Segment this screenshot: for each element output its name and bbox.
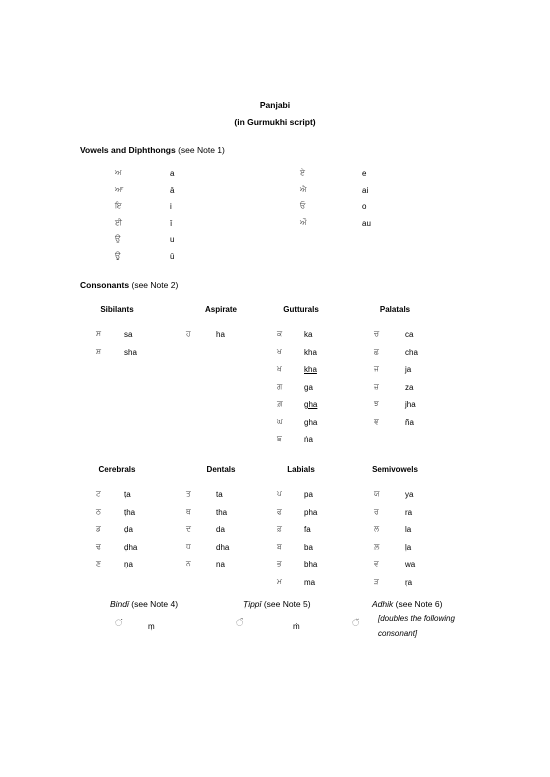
- consonant-translit: bha: [304, 560, 318, 569]
- consonant-translit: ha: [216, 330, 225, 339]
- consonant-glyph: ਰ: [374, 506, 379, 516]
- page-subtitle: (in Gurmukhi script): [234, 117, 316, 127]
- consonant-glyph: ਡ: [96, 524, 101, 533]
- vowels-heading-text: Vowels and Diphthongs: [80, 145, 176, 155]
- vowel-translit: ī: [170, 218, 173, 228]
- consonant-glyph: ਯ: [374, 489, 380, 498]
- tippi-label: [243, 599, 311, 609]
- consonant-translit: na: [216, 560, 225, 569]
- consonant-glyph: ਹ: [186, 329, 191, 338]
- column-header: Gutturals: [283, 305, 319, 314]
- bindi-label: [110, 599, 178, 609]
- consonant-glyph: ਘ: [277, 416, 283, 426]
- vowel-translit: o: [362, 202, 367, 211]
- column-header: Cerebrals: [98, 465, 136, 474]
- consonant-translit: ba: [304, 542, 313, 552]
- vowel-translit: ai: [362, 185, 369, 195]
- consonant-translit: ṇa: [124, 560, 133, 569]
- consonant-translit: ya: [405, 490, 414, 499]
- consonant-glyph: ਥ: [186, 506, 191, 516]
- consonant-glyph: ਠ: [96, 506, 101, 516]
- adhik-name: Adhik: [372, 599, 394, 609]
- consonant-glyph: ਕ: [277, 329, 283, 338]
- consonant-glyph: ਲ: [374, 524, 380, 533]
- consonant-translit: gha: [304, 417, 318, 427]
- consonant-translit: ña: [405, 417, 414, 427]
- consonant-translit: ta: [216, 490, 223, 499]
- consonant-glyph: ਗ਼: [277, 399, 283, 408]
- consonant-translit: ḍa: [124, 525, 133, 534]
- consonant-translit: ḷa: [405, 542, 412, 552]
- consonant-translit: cha: [405, 347, 418, 357]
- consonant-translit: la: [405, 525, 412, 534]
- vowel-glyph: ਊ: [115, 250, 121, 260]
- consonant-glyph: ਛ: [374, 346, 379, 356]
- consonant-translit: ma: [304, 577, 316, 587]
- consonant-glyph: ਜ: [374, 364, 379, 373]
- consonant-translit: tha: [216, 507, 228, 517]
- tippi-note: (see Note 5): [263, 599, 311, 609]
- consonant-translit: ca: [405, 330, 414, 339]
- vowel-glyph: ਇ: [115, 201, 122, 210]
- consonant-glyph: ਖ਼: [277, 364, 282, 373]
- consonant-glyph: ਫ: [277, 506, 282, 516]
- vowel-translit: ū: [170, 251, 175, 261]
- consonant-translit: ra: [405, 507, 413, 517]
- bindi-value: ṃ: [148, 622, 155, 631]
- consonant-glyph: ਤ: [186, 489, 191, 498]
- vowel-translit: e: [362, 169, 367, 178]
- adhik-value-line1: [doubles the following: [378, 614, 455, 623]
- consonant-glyph: ਧ: [186, 541, 191, 551]
- consonant-translit: za: [405, 382, 414, 392]
- consonant-glyph: ਲ਼: [374, 541, 380, 551]
- consonant-glyph: ਟ: [96, 489, 101, 498]
- vowel-glyph: ਆ: [115, 184, 124, 194]
- consonant-glyph: ਚ: [374, 329, 380, 338]
- adhik-value-line2: consonant]: [378, 629, 418, 638]
- adhik-label: [372, 599, 442, 609]
- consonants-note: (see Note 2): [131, 280, 179, 290]
- consonant-translit: jha: [405, 400, 416, 409]
- consonant-translit: sha: [124, 347, 137, 357]
- consonant-glyph: ਫ਼: [277, 524, 282, 533]
- vowel-translit: a: [170, 169, 175, 178]
- consonant-translit: fa: [304, 525, 311, 534]
- consonant-glyph: ਪ: [277, 489, 282, 498]
- consonant-glyph: ਵ: [374, 559, 379, 568]
- consonants-heading-text: Consonants: [80, 280, 130, 290]
- vowel-glyph: ਉ: [115, 234, 121, 243]
- page-title: Panjabi: [259, 100, 291, 110]
- consonant-translit: gha: [304, 400, 318, 409]
- consonant-translit: ṭha: [124, 507, 136, 517]
- tippi-symbol: ◌ੰ: [236, 619, 244, 629]
- consonant-glyph: ਞ: [374, 416, 379, 426]
- column-header: Dentals: [206, 465, 236, 474]
- column-header: Sibilants: [100, 305, 134, 314]
- consonant-glyph: ਦ: [186, 524, 191, 533]
- consonant-translit: ṛa: [405, 577, 413, 587]
- consonant-translit: pa: [304, 490, 313, 499]
- consonant-glyph: ਬ: [277, 541, 282, 551]
- consonant-glyph: ਸ਼: [96, 346, 101, 356]
- vowel-translit: u: [170, 235, 175, 244]
- consonant-translit: ḍha: [124, 542, 138, 552]
- vowel-glyph: ਈ: [115, 217, 122, 227]
- vowel-glyph: ਅ: [115, 168, 122, 177]
- consonant-translit: da: [216, 525, 225, 534]
- vowel-glyph: ਔ: [300, 217, 307, 227]
- column-header: Semivowels: [372, 465, 418, 474]
- consonant-translit: wa: [405, 560, 416, 569]
- consonant-glyph: ਸ: [96, 329, 101, 338]
- consonant-glyph: ੜ: [374, 576, 379, 586]
- consonant-glyph: ਢ: [96, 541, 101, 551]
- vowel-glyph: ਓ: [300, 201, 306, 210]
- vowel-glyph: ਏ: [300, 168, 305, 177]
- consonant-glyph: ਗ: [277, 381, 283, 391]
- consonant-translit: ja: [405, 365, 412, 374]
- column-header: Labials: [287, 465, 315, 474]
- consonant-glyph: ਭ: [277, 559, 282, 568]
- consonant-glyph: ਨ: [186, 559, 191, 568]
- vowel-glyph: ਐ: [300, 184, 307, 194]
- adhik-note: (see Note 6): [395, 599, 443, 609]
- vowel-translit: ā: [170, 185, 175, 195]
- tippi-name: Ṭippī: [243, 599, 262, 609]
- vowel-translit: au: [362, 218, 371, 228]
- bindi-name: Bindī: [110, 599, 129, 609]
- adhik-symbol: ◌ੱ: [352, 619, 360, 629]
- tippi-value: ṁ: [293, 622, 300, 631]
- consonant-glyph: ਮ: [277, 576, 282, 586]
- consonant-glyph: ਜ਼: [374, 381, 379, 391]
- consonant-glyph: ਣ: [96, 559, 101, 568]
- bindi-note: (see Note 4): [131, 599, 179, 609]
- column-header: Aspirate: [204, 305, 237, 314]
- consonant-translit: dha: [216, 542, 230, 552]
- consonant-glyph: ਙ: [277, 434, 282, 443]
- consonant-glyph: ਖ: [277, 346, 282, 356]
- bindi-symbol: ◌ਂ: [115, 619, 123, 629]
- consonant-translit: ṭa: [124, 490, 131, 499]
- consonant-translit: ṅa: [304, 435, 313, 444]
- consonant-translit: ka: [304, 330, 313, 339]
- consonant-translit: kha: [304, 347, 317, 357]
- consonant-glyph: ਝ: [374, 399, 379, 408]
- vowel-translit: i: [170, 202, 172, 211]
- consonant-translit: ga: [304, 382, 313, 392]
- consonant-translit: sa: [124, 330, 133, 339]
- consonants-heading: [80, 280, 178, 290]
- consonant-translit: kha: [304, 365, 317, 374]
- column-header: Palatals: [379, 305, 411, 314]
- vowels-heading: [80, 145, 225, 155]
- vowels-note: (see Note 1): [178, 145, 225, 155]
- consonant-translit: pha: [304, 507, 318, 517]
